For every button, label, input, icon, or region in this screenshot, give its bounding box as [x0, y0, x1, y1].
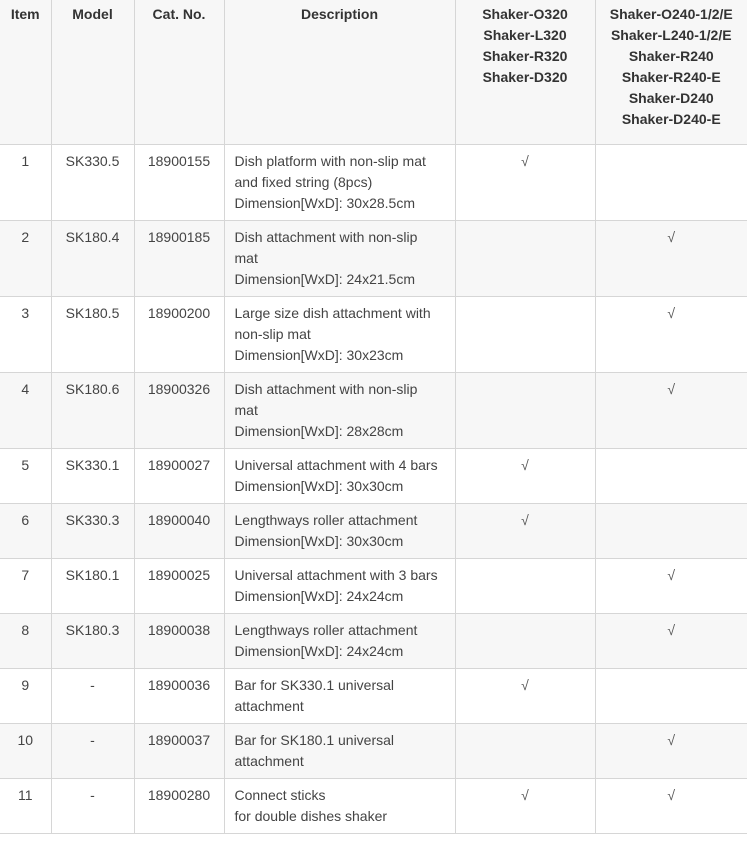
cell-item: 9 [0, 669, 51, 724]
cell-model: SK330.5 [51, 145, 134, 221]
description-line: Dimension[WxD]: 30x23cm [234, 347, 404, 363]
check-mark-240: √ [595, 779, 747, 834]
cell-item: 1 [0, 145, 51, 221]
header-description: Description [224, 0, 455, 145]
cell-description [224, 145, 455, 221]
header-240-line: Shaker-L240-1/2/E [610, 27, 732, 43]
table-row [0, 614, 747, 669]
cell-empty-320 [455, 614, 595, 669]
description-line: and fixed string (8pcs) [234, 174, 373, 190]
description-line: Dimension[WxD]: 24x21.5cm [234, 271, 416, 287]
description-line: mat [234, 402, 258, 418]
cell-empty-320 [455, 297, 595, 373]
check-mark-240: √ [595, 559, 747, 614]
cell-description [224, 559, 455, 614]
cell-empty-320 [455, 559, 595, 614]
header-item: Item [0, 0, 51, 145]
description-line: Dimension[WxD]: 28x28cm [234, 423, 404, 439]
cell-cat-no: 18900037 [134, 724, 224, 779]
description-line: Dish attachment with non-slip [234, 381, 418, 397]
check-mark-240: √ [595, 614, 747, 669]
cell-model: SK330.1 [51, 449, 134, 504]
description-line: mat [234, 250, 258, 266]
header-240-line: Shaker-D240-E [621, 111, 721, 127]
cell-model: SK180.4 [51, 221, 134, 297]
check-mark-240: √ [595, 297, 747, 373]
cell-cat-no: 18900025 [134, 559, 224, 614]
description-line: Bar for SK330.1 universal [234, 677, 395, 693]
cell-model: - [51, 779, 134, 834]
description-line: Universal attachment with 4 bars [234, 457, 438, 473]
cell-cat-no: 18900036 [134, 669, 224, 724]
table-row [0, 504, 747, 559]
description-line: attachment [234, 698, 304, 714]
description-line: Universal attachment with 3 bars [234, 567, 438, 583]
cell-item: 3 [0, 297, 51, 373]
cell-description [224, 297, 455, 373]
cell-cat-no: 18900200 [134, 297, 224, 373]
cell-cat-no: 18900027 [134, 449, 224, 504]
cell-cat-no: 18900326 [134, 373, 224, 449]
description-line: Dimension[WxD]: 24x24cm [234, 643, 404, 659]
description-line: Dish platform with non-slip mat [234, 153, 426, 169]
header-320-line: Shaker-L320 [483, 27, 567, 43]
check-mark-240: √ [595, 221, 747, 297]
description-line: for double dishes shaker [234, 808, 388, 824]
header-240-line: Shaker-D240 [628, 90, 714, 106]
table-row [0, 297, 747, 373]
description-line: non-slip mat [234, 326, 311, 342]
cell-item: 5 [0, 449, 51, 504]
cell-description [224, 724, 455, 779]
header-240-line: Shaker-R240-E [621, 69, 721, 85]
cell-empty-320 [455, 221, 595, 297]
check-mark-240: √ [595, 724, 747, 779]
table-row [0, 724, 747, 779]
header-320-line: Shaker-O320 [482, 6, 568, 22]
cell-model: SK330.3 [51, 504, 134, 559]
check-mark-320: √ [455, 145, 595, 221]
cell-description [224, 614, 455, 669]
header-model: Model [51, 0, 134, 145]
cell-item: 8 [0, 614, 51, 669]
check-mark-320: √ [455, 449, 595, 504]
header-cat-no: Cat. No. [134, 0, 224, 145]
cell-description [224, 779, 455, 834]
cell-model: - [51, 724, 134, 779]
description-line: Dimension[WxD]: 30x30cm [234, 478, 404, 494]
cell-description [224, 373, 455, 449]
header-320-line: Shaker-R320 [482, 48, 568, 64]
cell-item: 7 [0, 559, 51, 614]
cell-empty-240 [595, 145, 747, 221]
cell-cat-no: 18900038 [134, 614, 224, 669]
cell-item: 6 [0, 504, 51, 559]
cell-description [224, 221, 455, 297]
header-shaker-240 [595, 0, 747, 145]
check-mark-240: √ [595, 373, 747, 449]
table-row [0, 449, 747, 504]
cell-model: SK180.5 [51, 297, 134, 373]
table-row [0, 669, 747, 724]
table-row [0, 779, 747, 834]
table-body [0, 145, 747, 834]
cell-model: - [51, 669, 134, 724]
cell-cat-no: 18900155 [134, 145, 224, 221]
cell-item: 10 [0, 724, 51, 779]
table-row [0, 373, 747, 449]
cell-model: SK180.6 [51, 373, 134, 449]
description-line: Lengthways roller attachment [234, 512, 418, 528]
cell-empty-240 [595, 449, 747, 504]
header-320-line: Shaker-D320 [482, 69, 568, 85]
cell-model: SK180.3 [51, 614, 134, 669]
cell-description [224, 504, 455, 559]
cell-cat-no: 18900040 [134, 504, 224, 559]
check-mark-320: √ [455, 669, 595, 724]
description-line: Dimension[WxD]: 30x30cm [234, 533, 404, 549]
cell-empty-320 [455, 724, 595, 779]
cell-empty-240 [595, 669, 747, 724]
cell-description [224, 669, 455, 724]
description-line: Dimension[WxD]: 24x24cm [234, 588, 404, 604]
check-mark-320: √ [455, 779, 595, 834]
cell-item: 4 [0, 373, 51, 449]
description-line: Connect sticks [234, 787, 326, 803]
table-row [0, 145, 747, 221]
cell-item: 11 [0, 779, 51, 834]
description-line: Large size dish attachment with [234, 305, 431, 321]
cell-item: 2 [0, 221, 51, 297]
header-240-line: Shaker-R240 [628, 48, 714, 64]
cell-empty-240 [595, 504, 747, 559]
table-header [0, 0, 747, 145]
header-row [0, 0, 747, 145]
description-line: attachment [234, 753, 304, 769]
cell-empty-320 [455, 373, 595, 449]
header-240-line: Shaker-O240-1/2/E [609, 6, 733, 22]
cell-model: SK180.1 [51, 559, 134, 614]
header-shaker-320 [455, 0, 595, 145]
cell-cat-no: 18900280 [134, 779, 224, 834]
description-line: Lengthways roller attachment [234, 622, 418, 638]
cell-description [224, 449, 455, 504]
description-line: Dish attachment with non-slip [234, 229, 418, 245]
description-line: Bar for SK180.1 universal [234, 732, 395, 748]
table-row [0, 221, 747, 297]
cell-cat-no: 18900185 [134, 221, 224, 297]
check-mark-320: √ [455, 504, 595, 559]
description-line: Dimension[WxD]: 30x28.5cm [234, 195, 416, 211]
table-row [0, 559, 747, 614]
